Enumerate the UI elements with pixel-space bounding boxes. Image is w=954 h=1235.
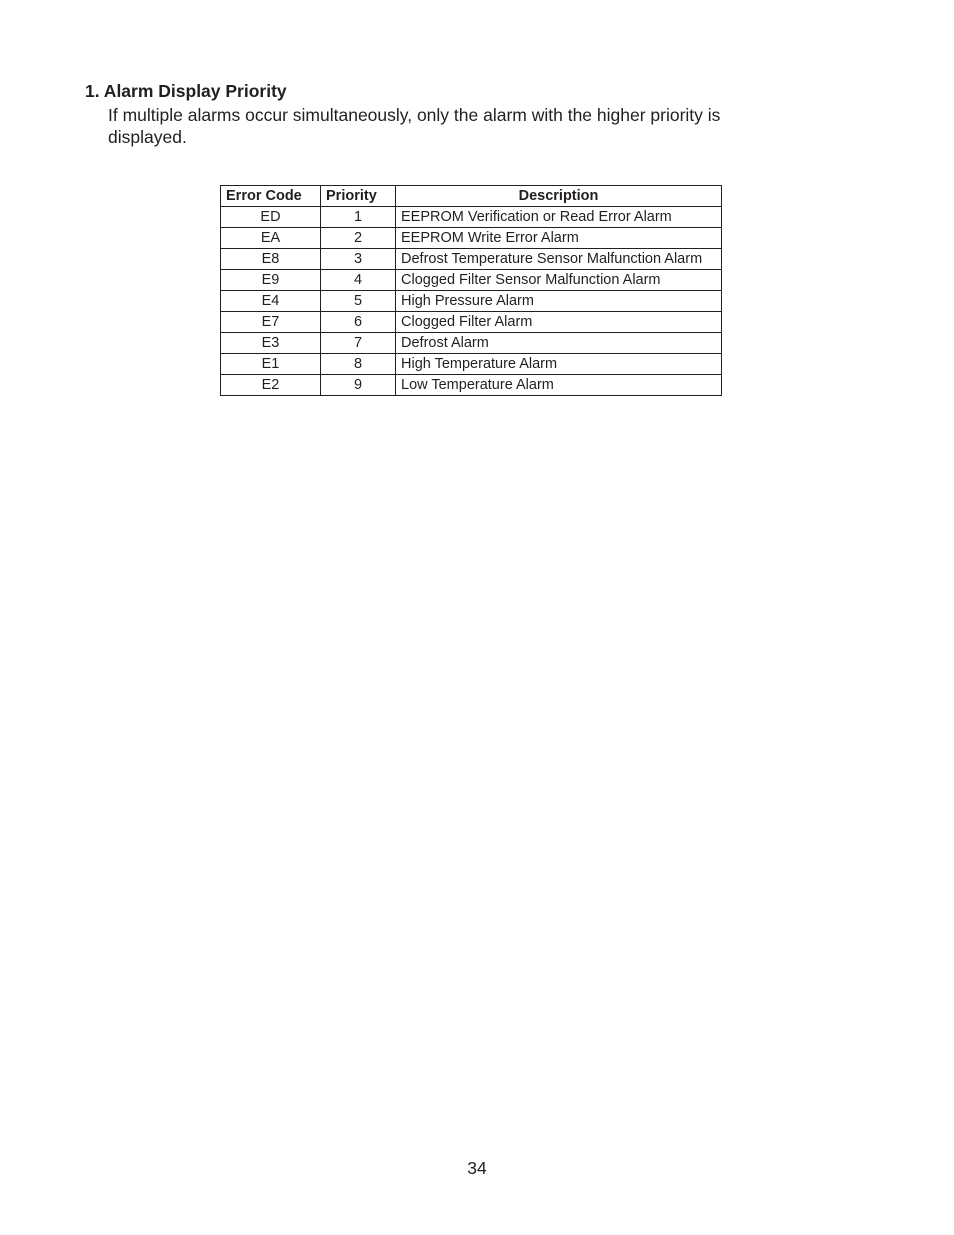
error-code-cell: E3 xyxy=(221,333,321,354)
table-row xyxy=(221,249,722,270)
table-row xyxy=(221,228,722,249)
priority-cell: 3 xyxy=(321,249,396,270)
description-cell: High Temperature Alarm xyxy=(396,354,722,375)
description-cell: Clogged Filter Sensor Malfunction Alarm xyxy=(396,270,722,291)
error-code-cell: E4 xyxy=(221,291,321,312)
priority-cell: 9 xyxy=(321,375,396,396)
table-row xyxy=(221,354,722,375)
priority-cell: 4 xyxy=(321,270,396,291)
description-cell: EEPROM Verification or Read Error Alarm xyxy=(396,207,722,228)
error-code-cell: EA xyxy=(221,228,321,249)
description-cell: Low Temperature Alarm xyxy=(396,375,722,396)
section-heading: 1. Alarm Display Priority xyxy=(85,81,287,101)
section-body-text: If multiple alarms occur simultaneously, only the alarm with the higher priority is displayed. xyxy=(108,105,721,147)
error-code-cell: E9 xyxy=(221,270,321,291)
column-header-priority: Priority xyxy=(321,186,396,207)
column-header-description: Description xyxy=(396,186,722,207)
description-cell: High Pressure Alarm xyxy=(396,291,722,312)
error-code-cell: E1 xyxy=(221,354,321,375)
priority-cell: 7 xyxy=(321,333,396,354)
priority-cell: 5 xyxy=(321,291,396,312)
description-cell: EEPROM Write Error Alarm xyxy=(396,228,722,249)
table-row xyxy=(221,270,722,291)
priority-cell: 2 xyxy=(321,228,396,249)
table-row xyxy=(221,291,722,312)
column-header-error-code: Error Code xyxy=(221,186,321,207)
table-row xyxy=(221,312,722,333)
description-cell: Defrost Temperature Sensor Malfunction Alarm xyxy=(396,249,722,270)
table-row xyxy=(221,207,722,228)
description-cell: Defrost Alarm xyxy=(396,333,722,354)
table-header-row xyxy=(221,186,722,207)
page-number: 34 xyxy=(467,1158,487,1178)
priority-cell: 6 xyxy=(321,312,396,333)
alarm-priority-table xyxy=(220,185,722,396)
error-code-cell: E7 xyxy=(221,312,321,333)
table-row xyxy=(221,333,722,354)
priority-cell: 8 xyxy=(321,354,396,375)
error-code-cell: ED xyxy=(221,207,321,228)
error-code-cell: E2 xyxy=(221,375,321,396)
error-code-cell: E8 xyxy=(221,249,321,270)
description-cell: Clogged Filter Alarm xyxy=(396,312,722,333)
priority-cell: 1 xyxy=(321,207,396,228)
table-row xyxy=(221,375,722,396)
